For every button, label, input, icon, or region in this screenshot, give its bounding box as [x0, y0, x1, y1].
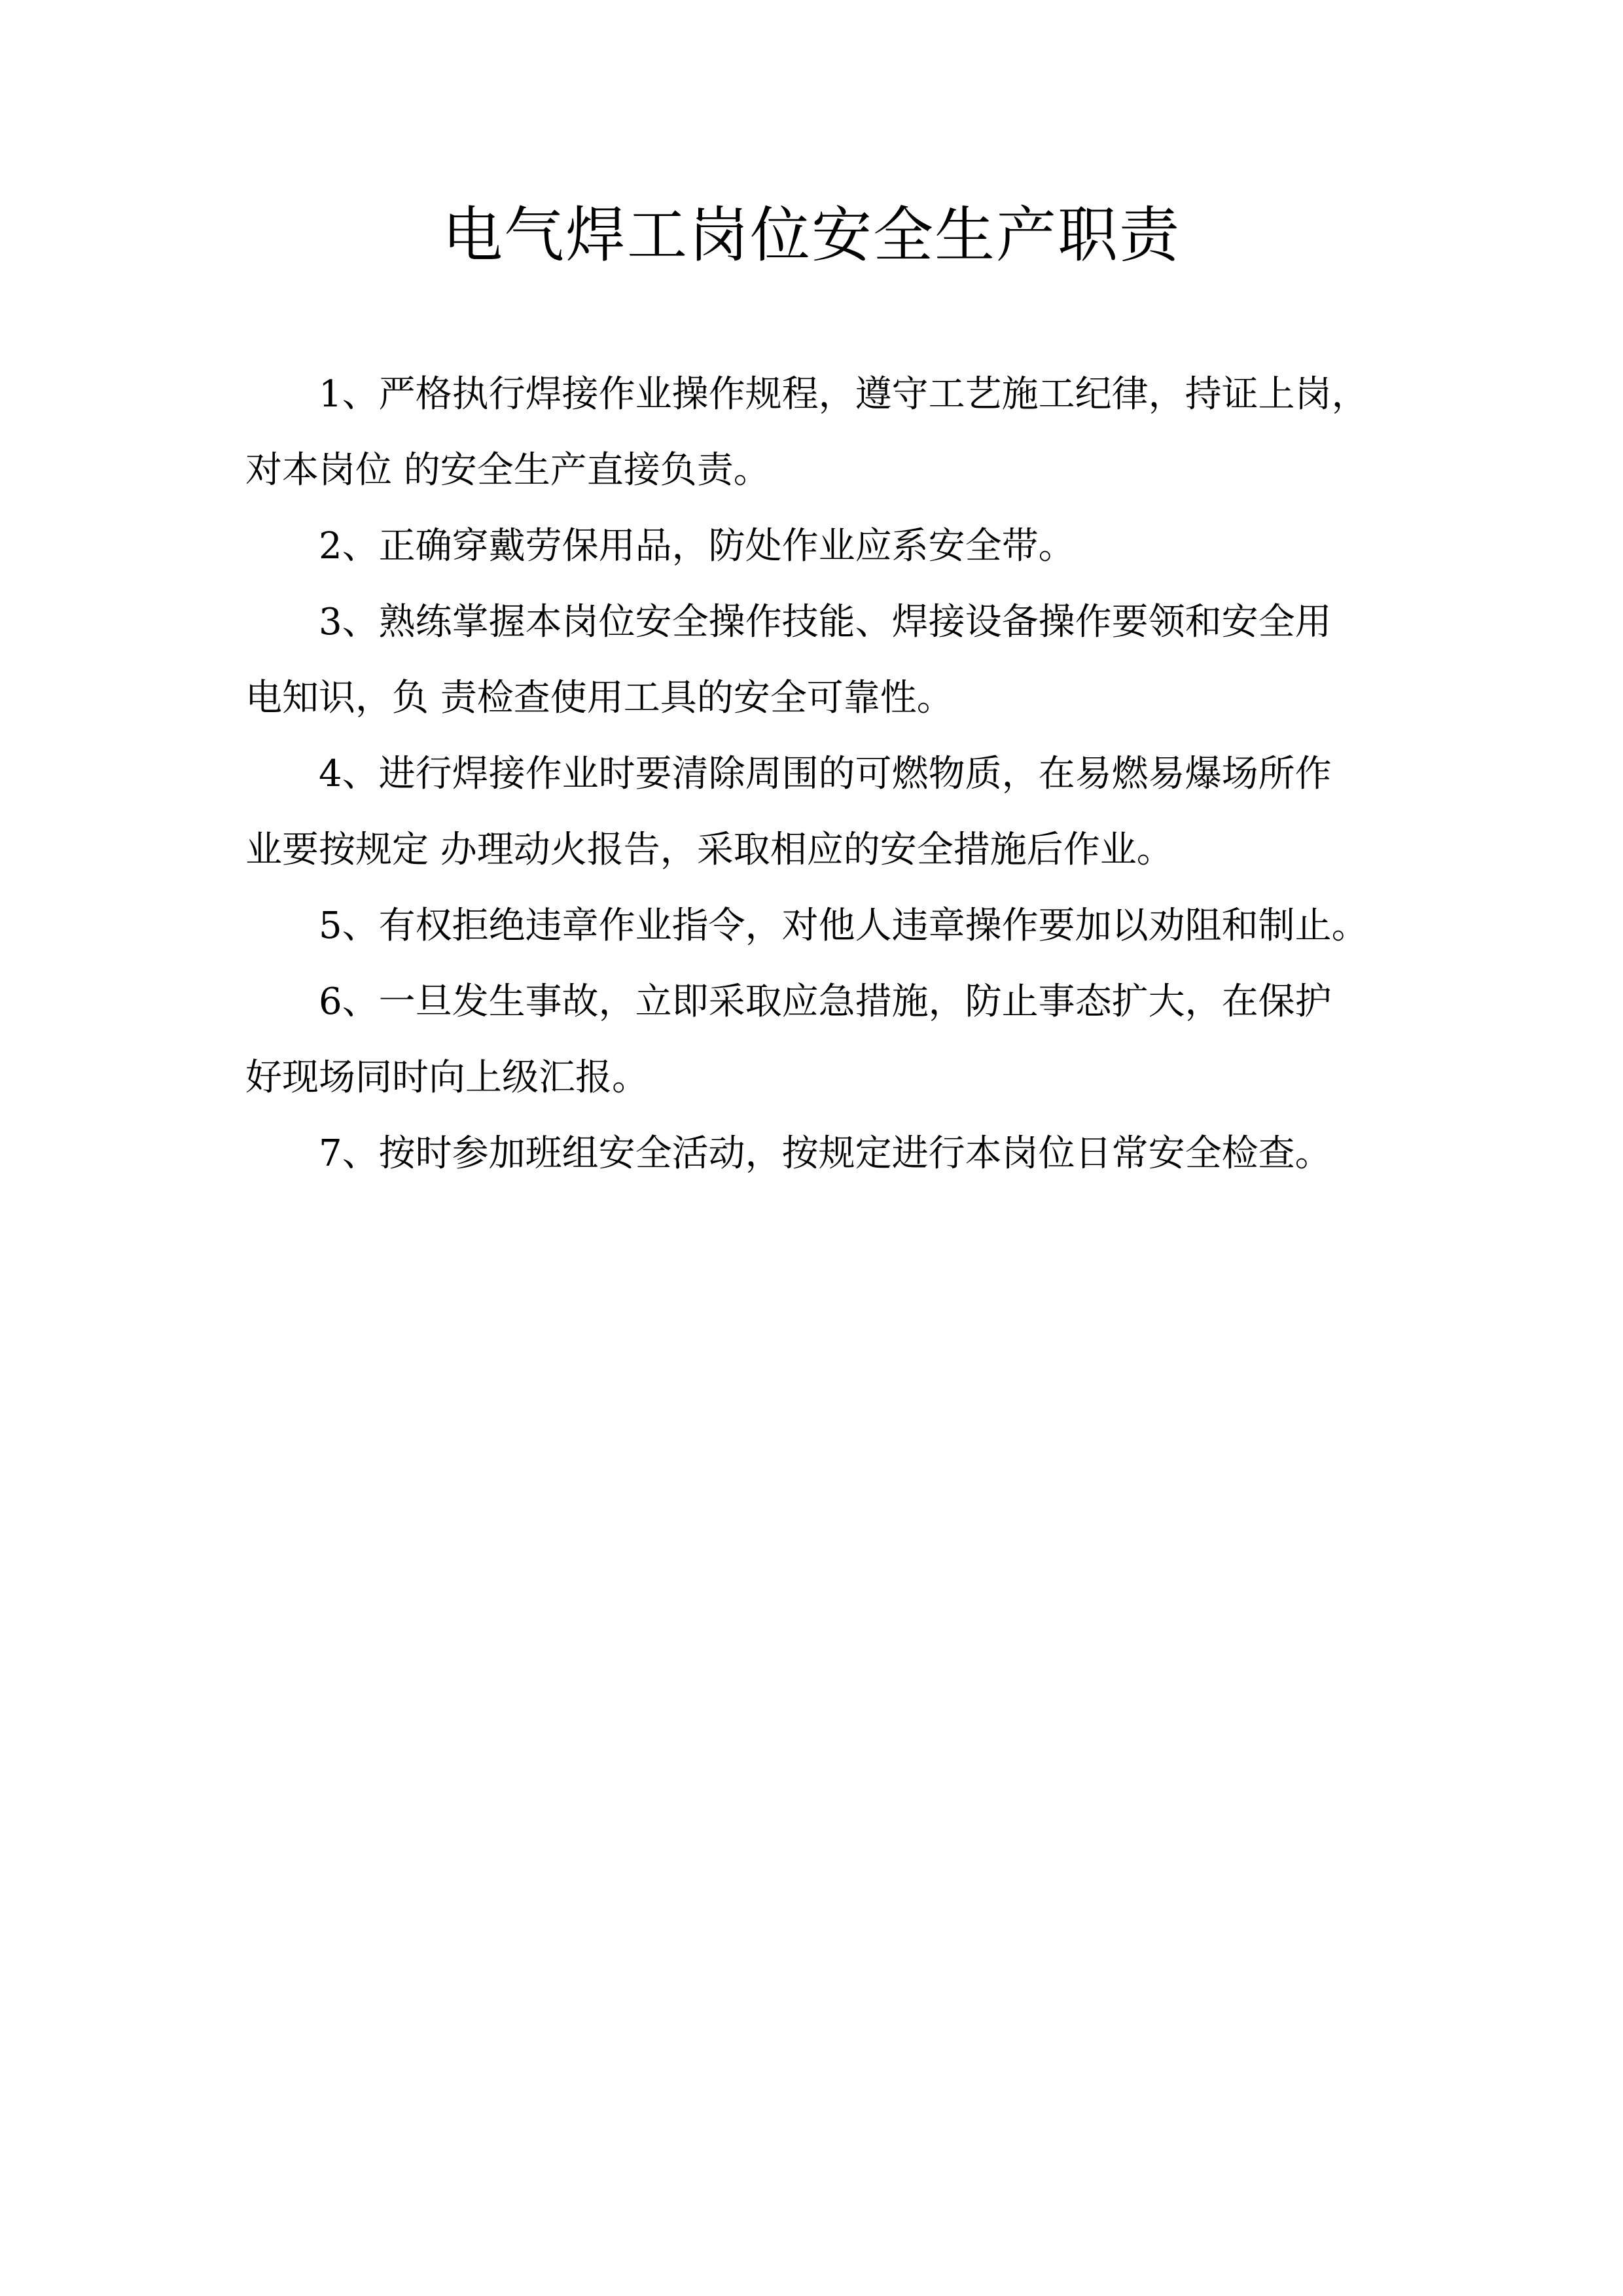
paragraph-line: 电知识，负 责检查使用工具的安全可靠性。 [245, 677, 954, 719]
paragraph-4 [245, 736, 1391, 888]
paragraph-6 [245, 964, 1391, 1116]
paragraph-line: 好现场同时向上级汇报。 [245, 1056, 649, 1099]
paragraph-line: 2、正确穿戴劳保用品，防处作业应系安全带。 [319, 525, 1075, 567]
paragraph-line: 1、严格执行焊接作业操作规程，遵守工艺施工纪律，持证上岗， [319, 373, 1368, 416]
paragraph-line: 3、熟练掌握本岗位安全操作技能、焊接设备操作要领和安全用 [319, 601, 1332, 643]
page-title: 电气焊工岗位安全生产职责 [442, 200, 1181, 270]
paragraph-line: 7、按时参加班组安全活动，按规定进行本岗位日常安全检查。 [319, 1132, 1332, 1175]
paragraph-3 [245, 584, 1391, 736]
paragraph-7 [245, 1116, 1391, 1192]
paragraph-line: 6、一旦发生事故，立即采取应急措施，防止事态扩大，在保护 [319, 980, 1332, 1023]
paragraph-line: 4、进行焊接作业时要清除周围的可燃物质，在易燃易爆场所作 [319, 753, 1332, 795]
paragraph-5 [245, 888, 1391, 964]
paragraph-2 [245, 509, 1391, 584]
paragraph-1 [245, 357, 1391, 509]
paragraph-line: 对本岗位 的安全生产直接负责。 [245, 449, 770, 492]
document-body [245, 357, 1391, 1192]
paragraph-line: 业要按规定 办理动火报告，采取相应的安全措施后作业。 [245, 829, 1173, 871]
paragraph-line: 5、有权拒绝违章作业指令，对他人违章操作要加以劝阻和制止。 [319, 905, 1368, 947]
